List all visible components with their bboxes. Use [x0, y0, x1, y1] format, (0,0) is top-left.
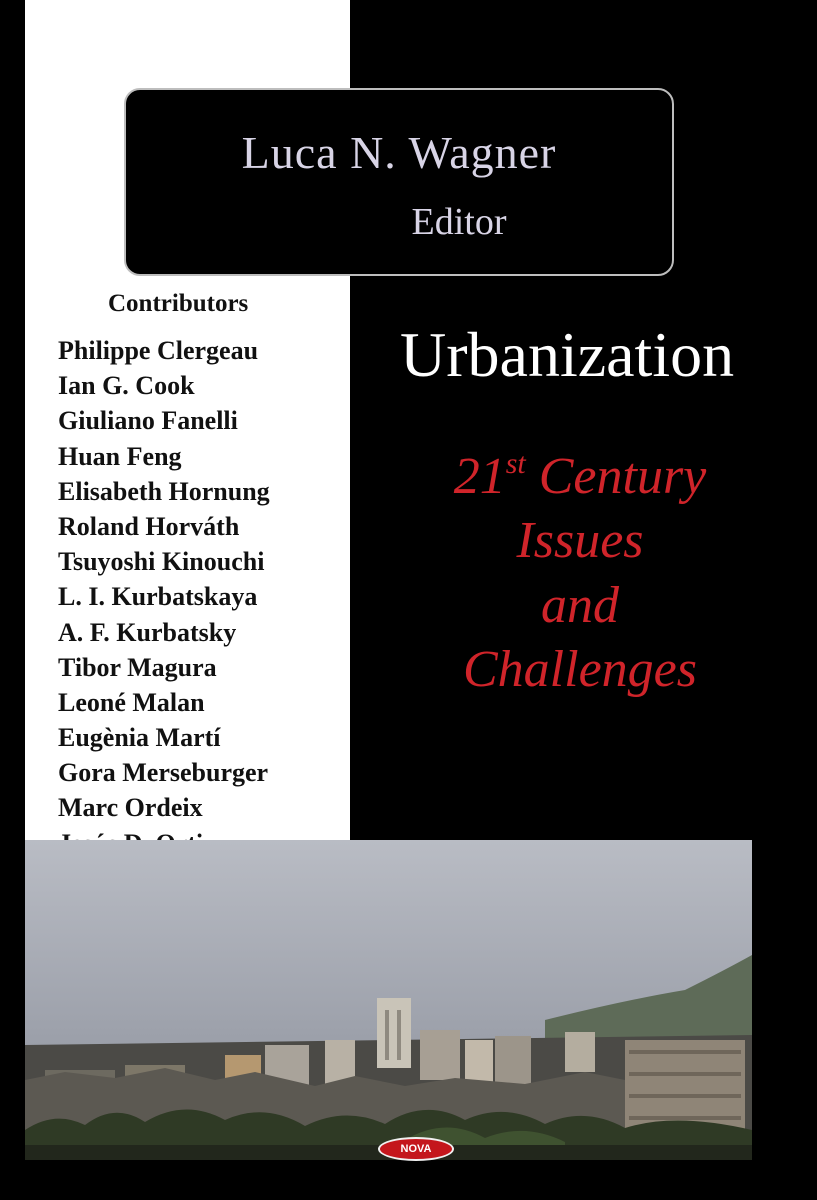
book-subtitle	[400, 445, 760, 703]
contributor-name: L. I. Kurbatskaya	[58, 582, 258, 612]
contributors-heading: Contributors	[108, 290, 249, 317]
book-title: Urbanization	[400, 319, 735, 390]
editor-box	[124, 88, 674, 276]
subtitle-line-2: Issues	[516, 512, 644, 570]
contributor-name: Tsuyoshi Kinouchi	[58, 547, 265, 577]
contributor-name: Elisabeth Hornung	[58, 476, 270, 506]
city-skyline-photo	[25, 840, 752, 1160]
subtitle-line-3: and	[541, 576, 619, 634]
subtitle-century: Century	[538, 448, 707, 505]
contributor-name: Eugènia Martí	[58, 723, 221, 753]
contributor-name: Leoné Malan	[58, 687, 205, 717]
contributor-name: A. F. Kurbatsky	[58, 617, 237, 647]
publisher-logo: NOVA	[378, 1137, 454, 1161]
contributor-name: Marc Ordeix	[58, 793, 203, 823]
editor-name: Luca N. Wagner	[241, 127, 557, 178]
contributor-name: Giuliano Fanelli	[58, 406, 238, 436]
contributor-name: Gora Merseburger	[58, 758, 269, 788]
subtitle-number: 21	[453, 448, 506, 505]
editor-role: Editor	[411, 201, 507, 243]
city-skyline-image	[25, 840, 752, 1160]
contributor-name: Philippe Clergeau	[58, 336, 259, 365]
contributor-name: Huan Feng	[58, 441, 182, 471]
contributor-name: Roland Horváth	[58, 511, 240, 541]
contributor-name: Ian G. Cook	[58, 371, 195, 401]
contributor-name: Tibor Magura	[58, 652, 217, 682]
subtitle-line-4: Challenges	[463, 641, 697, 699]
subtitle-suffix: st	[505, 447, 526, 480]
subtitle-line-1	[400, 445, 760, 509]
